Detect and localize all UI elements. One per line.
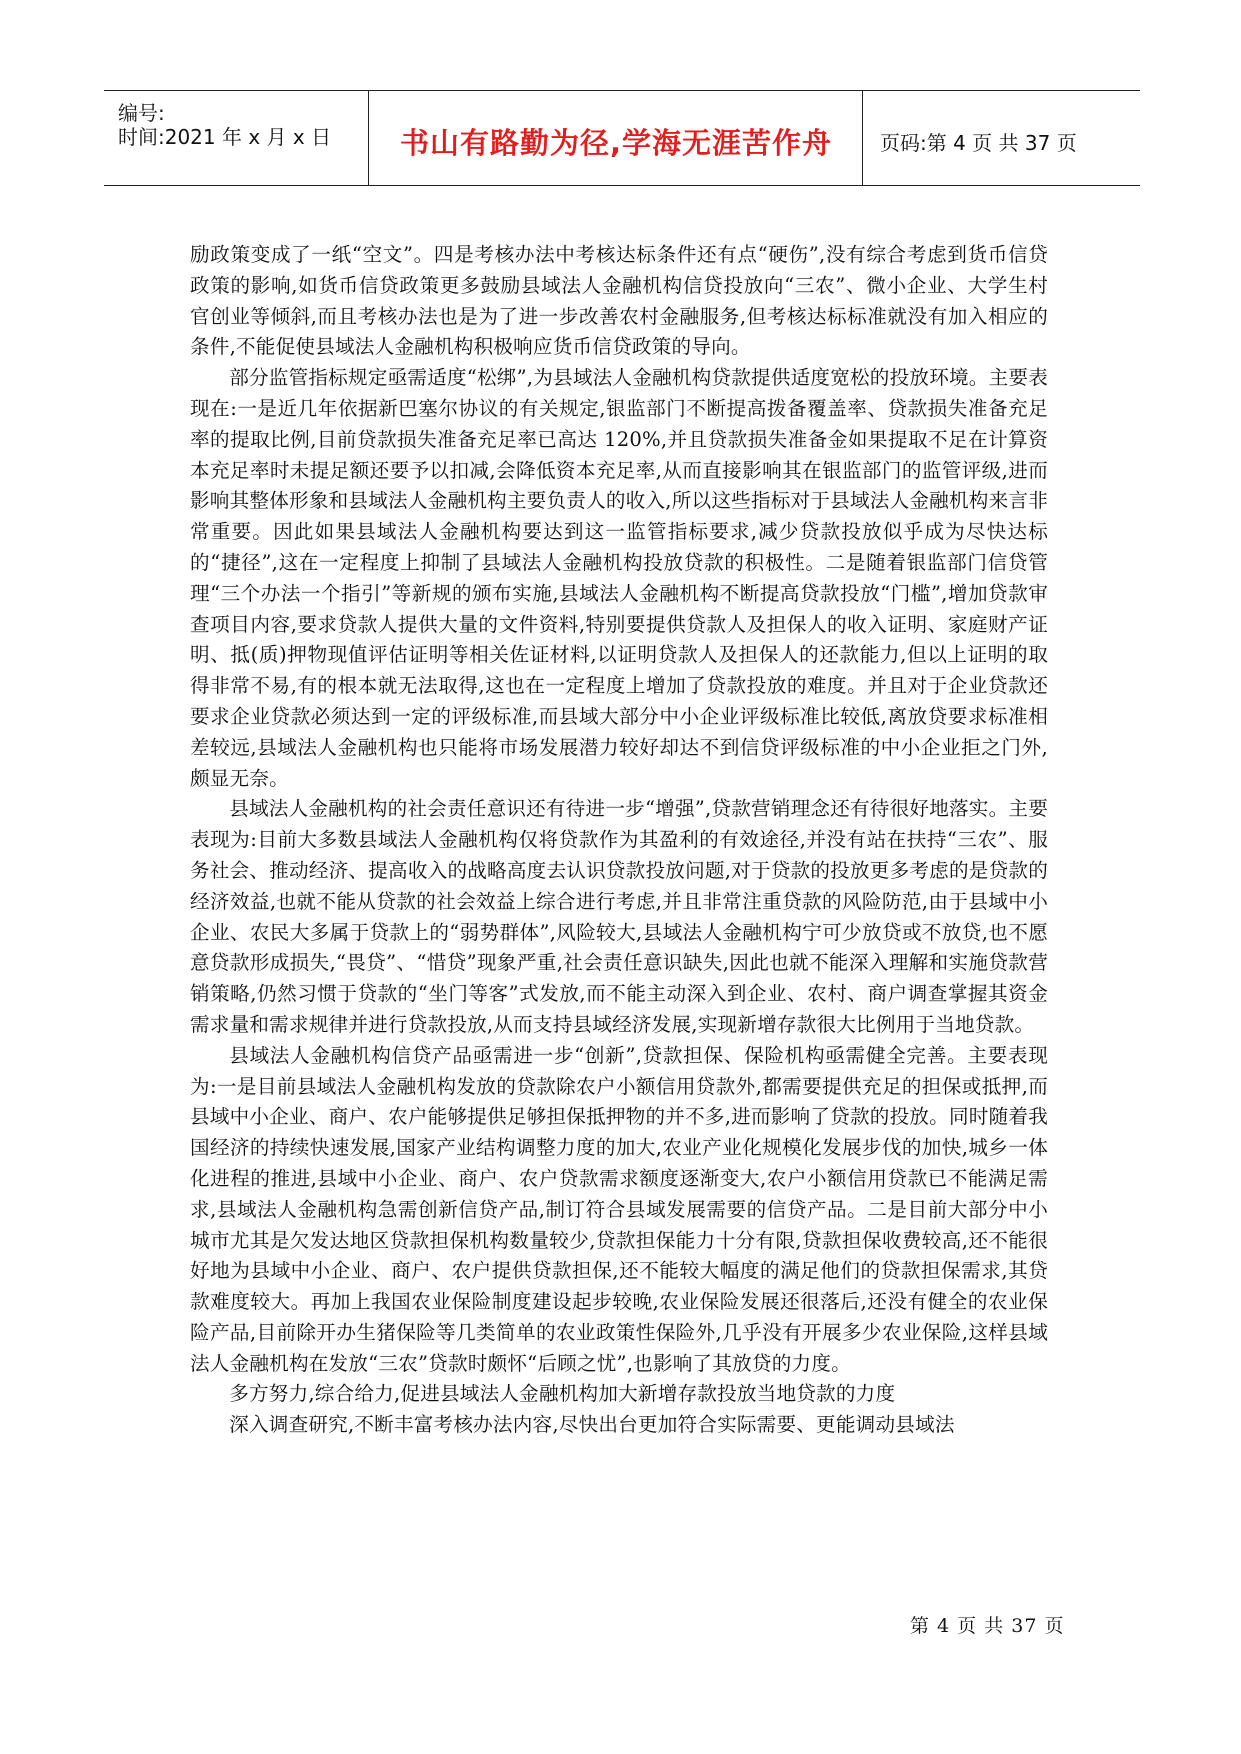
header-page-cell	[864, 91, 1140, 185]
body-paragraph: 部分监管指标规定亟需适度“松绑”,为县域法人金融机构贷款提供适度宽松的投放环境。主要表现在:一是近几年依据新巴塞尔协议的有关规定,银监部门不断提高拨备覆盖率、贷款损失准备充足率的提取比例,目前贷款损失准备充足率已高达 120%,并且贷款损失准备金如果提取不足在计算资本充足率时未提足额还要予以扣减,会降低资本充足率,从而直接影响其在银监部门的监管评级,进而影响其整体形象和县域法人金融机构主要负责人的收入,所以这些指标对于县域法人金融机构来言非常重要。因此如果县域法人金融机构要达到这一监管指标要求,减少贷款投放似乎成为尽快达标的“捷径”,这在一定程度上抑制了县域法人金融机构投放贷款的积极性。二是随着银监部门信贷管理“三个办法一个指引”等新规的颁布实施,县域法人金融机构不断提高贷款投放“门槛”,增加贷款审查项目内容,要求贷款人提供大量的文件资料,特别要提供贷款人及担保人的收入证明、家庭财产证明、抵(质)押物现值评估证明等相关佐证材料,以证明贷款人及担保人的还款能力,但以上证明的取得非常不易,有的根本就无法取得,这也在一定程度上增加了贷款投放的难度。并且对于企业贷款还要求企业贷款必须达到一定的评级标准,而县域大部分中小企业评级标准比较低,离放贷要求标准相差较远,县域法人金融机构也只能将市场发展潜力较好却达不到信贷评级标准的中小企业拒之门外,颇显无奈。	[190, 366, 1048, 790]
page-header	[104, 90, 1140, 186]
body-paragraph: 县域法人金融机构的社会责任意识还有待进一步“增强”,贷款营销理念还有待很好地落实。主要表现为:目前大多数县域法人金融机构仅将贷款作为其盈利的有效途径,并没有站在扶持“三农”、服务社会、推动经济、提高收入的战略高度去认识贷款投放问题,对于贷款的投放更多考虑的是贷款的经济效益,也就不能从贷款的社会效益上综合进行考虑,并且非常注重贷款的风险防范,由于县域中小企业、农民大多属于贷款上的“弱势群体”,风险较大,县域法人金融机构宁可少放贷或不放贷,也不愿意贷款形成损失,“畏贷”、“惜贷”现象严重,社会责任意识缺失,因此也就不能深入理解和实施贷款营销策略,仍然习惯于贷款的“坐门等客”式发放,而不能主动深入到企业、农村、商户调查掌握其资金需求量和需求规律并进行贷款投放,从而支持县域经济发展,实现新增存款很大比例用于当地贷款。	[190, 797, 1048, 1036]
header-motto-cell	[370, 91, 863, 185]
page-footer: 第 4 页 共 37 页	[910, 1615, 1065, 1637]
body-paragraph: 县域法人金融机构信贷产品亟需进一步“创新”,贷款担保、保险机构亟需健全完善。主要表现为:一是目前县域法人金融机构发放的贷款除农户小额信用贷款外,都需要提供充足的担保或抵押,而县域中小企业、商户、农户能够提供足够担保抵押物的并不多,进而影响了贷款的投放。同时随着我国经济的持续快速发展,国家产业结构调整力度的加大,农业产业化规模化发展步伐的加快,城乡一体化进程的推进,县域中小企业、商户、农户贷款需求额度逐渐变大,农户小额信用贷款已不能满足需求,县域法人金融机构急需创新信贷产品,制订符合县域发展需要的信贷产品。二是目前大部分中小城市尤其是欠发达地区贷款担保机构数量较少,贷款担保能力十分有限,贷款担保收费较高,还不能很好地为县域中小企业、商户、农户提供贷款担保,还不能较大幅度的满足他们的贷款担保需求,其贷款难度较大。再加上我国农业保险制度建设起步较晚,农业保险发展还很落后,还没有健全的农业保险产品,目前除开办生猪保险等几类简单的农业政策性保险外,几乎没有开展多少农业保险,这样县域法人金融机构在发放“三农”贷款时颇怀“后顾之忧”,也影响了其放贷的力度。	[190, 1043, 1048, 1375]
header-info-cell	[104, 91, 369, 185]
header-page-info: 页码:第 4 页 共 37 页	[880, 131, 1077, 155]
document-number-label: 编号:	[118, 101, 165, 125]
document-body	[190, 240, 1048, 1441]
body-paragraph: 深入调查研究,不断丰富考核办法内容,尽快出台更加符合实际需要、更能调动县域法	[229, 1413, 955, 1437]
document-time-label: 时间:2021 年 x 月 x 日	[118, 125, 332, 149]
header-motto: 书山有路勤为径,学海无涯苦作舟	[399, 126, 833, 160]
section-heading: 多方努力,综合给力,促进县域法人金融机构加大新增存款投放当地贷款的力度	[229, 1382, 896, 1406]
body-paragraph: 励政策变成了一纸“空文”。四是考核办法中考核达标条件还有点“硬伤”,没有综合考虑到货币信贷政策的影响,如货币信贷政策更多鼓励县域法人金融机构信贷投放向“三农”、微小企业、大学生村官创业等倾斜,而且考核办法也是为了进一步改善农村金融服务,但考核达标标准就没有加入相应的条件,不能促使县域法人金融机构积极响应货币信贷政策的导向。	[190, 243, 1048, 359]
